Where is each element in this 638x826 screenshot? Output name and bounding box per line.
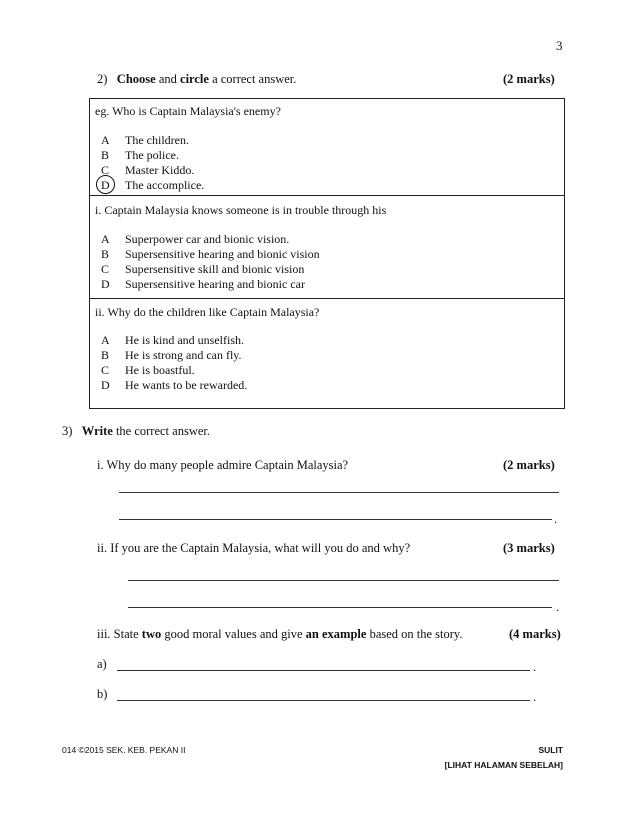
answer-line-b[interactable] (117, 690, 530, 701)
item1-option-a: A Superpower car and bionic vision. (101, 232, 290, 246)
q2-verb2: circle (180, 72, 209, 86)
item1-option-c: C Supersensitive skill and bionic vision (101, 262, 305, 276)
page-number: 3 (556, 38, 563, 53)
q3-i-text: i. Why do many people admire Captain Malaysia? (97, 458, 349, 472)
period: . (556, 600, 560, 614)
label-a: a) (97, 657, 107, 671)
q2-rest: a correct answer. (212, 72, 297, 86)
q2-marks: (2 marks) (503, 72, 555, 86)
item2-section (90, 298, 564, 408)
q3-heading (62, 424, 210, 439)
answer-line[interactable] (128, 570, 559, 581)
example-stem: eg. Who is Captain Malaysia's enemy? (95, 104, 281, 118)
q3-iii-marks: (4 marks) (509, 627, 561, 641)
q2-number: 2) (97, 72, 108, 86)
q3-ii-text: ii. If you are the Captain Malaysia, what will you do and why? (97, 541, 411, 555)
q3-iii-text: iii. State two good moral values and give an example based on the story. (97, 627, 463, 641)
q3-ii-marks: (3 marks) (503, 541, 555, 555)
example-section (90, 99, 564, 196)
example-option-d: D The accomplice. (101, 178, 204, 193)
item1-stem: i. Captain Malaysia knows someone is in trouble through his (95, 203, 387, 217)
example-option-a: A The children. (101, 133, 189, 147)
item2-option-d: D He wants to be rewarded. (101, 378, 248, 392)
q2-and: and (158, 72, 177, 86)
q3-rest: the correct answer. (115, 424, 210, 438)
item2-option-a: A He is kind and unselfish. (101, 333, 244, 347)
item1-option-b: B Supersensitive hearing and bionic vision (101, 247, 320, 261)
item2-stem: ii. Why do the children like Captain Malaysia? (95, 305, 320, 319)
footer-sulit: SULIT (538, 745, 563, 755)
q3-verb: Write (81, 424, 113, 438)
answer-line[interactable] (128, 597, 552, 608)
q2-answer-box (89, 98, 565, 409)
answer-line[interactable] (119, 482, 559, 493)
example-option-c: C Master Kiddo. (101, 163, 195, 177)
period: . (533, 690, 537, 704)
footer-next-page: [LIHAT HALAMAN SEBELAH] (444, 760, 563, 770)
period: . (533, 660, 537, 674)
answer-line[interactable] (119, 509, 552, 520)
item2-option-b: B He is strong and can fly. (101, 348, 242, 362)
footer-left: 014 ©2015 SEK. KEB. PEKAN II (62, 745, 186, 755)
item1-section (90, 195, 564, 299)
q2-heading (97, 72, 296, 87)
item1-option-d: D Supersensitive hearing and bionic car (101, 277, 305, 291)
item2-option-c: C He is boastful. (101, 363, 195, 377)
example-option-b: B The police. (101, 148, 179, 162)
answer-circle-mark (96, 175, 115, 194)
period: . (554, 512, 558, 526)
q3-i-marks: (2 marks) (503, 458, 555, 472)
label-b: b) (97, 687, 108, 701)
q2-verb: Choose (116, 72, 156, 86)
answer-line-a[interactable] (117, 660, 530, 671)
q3-number: 3) (62, 424, 73, 438)
